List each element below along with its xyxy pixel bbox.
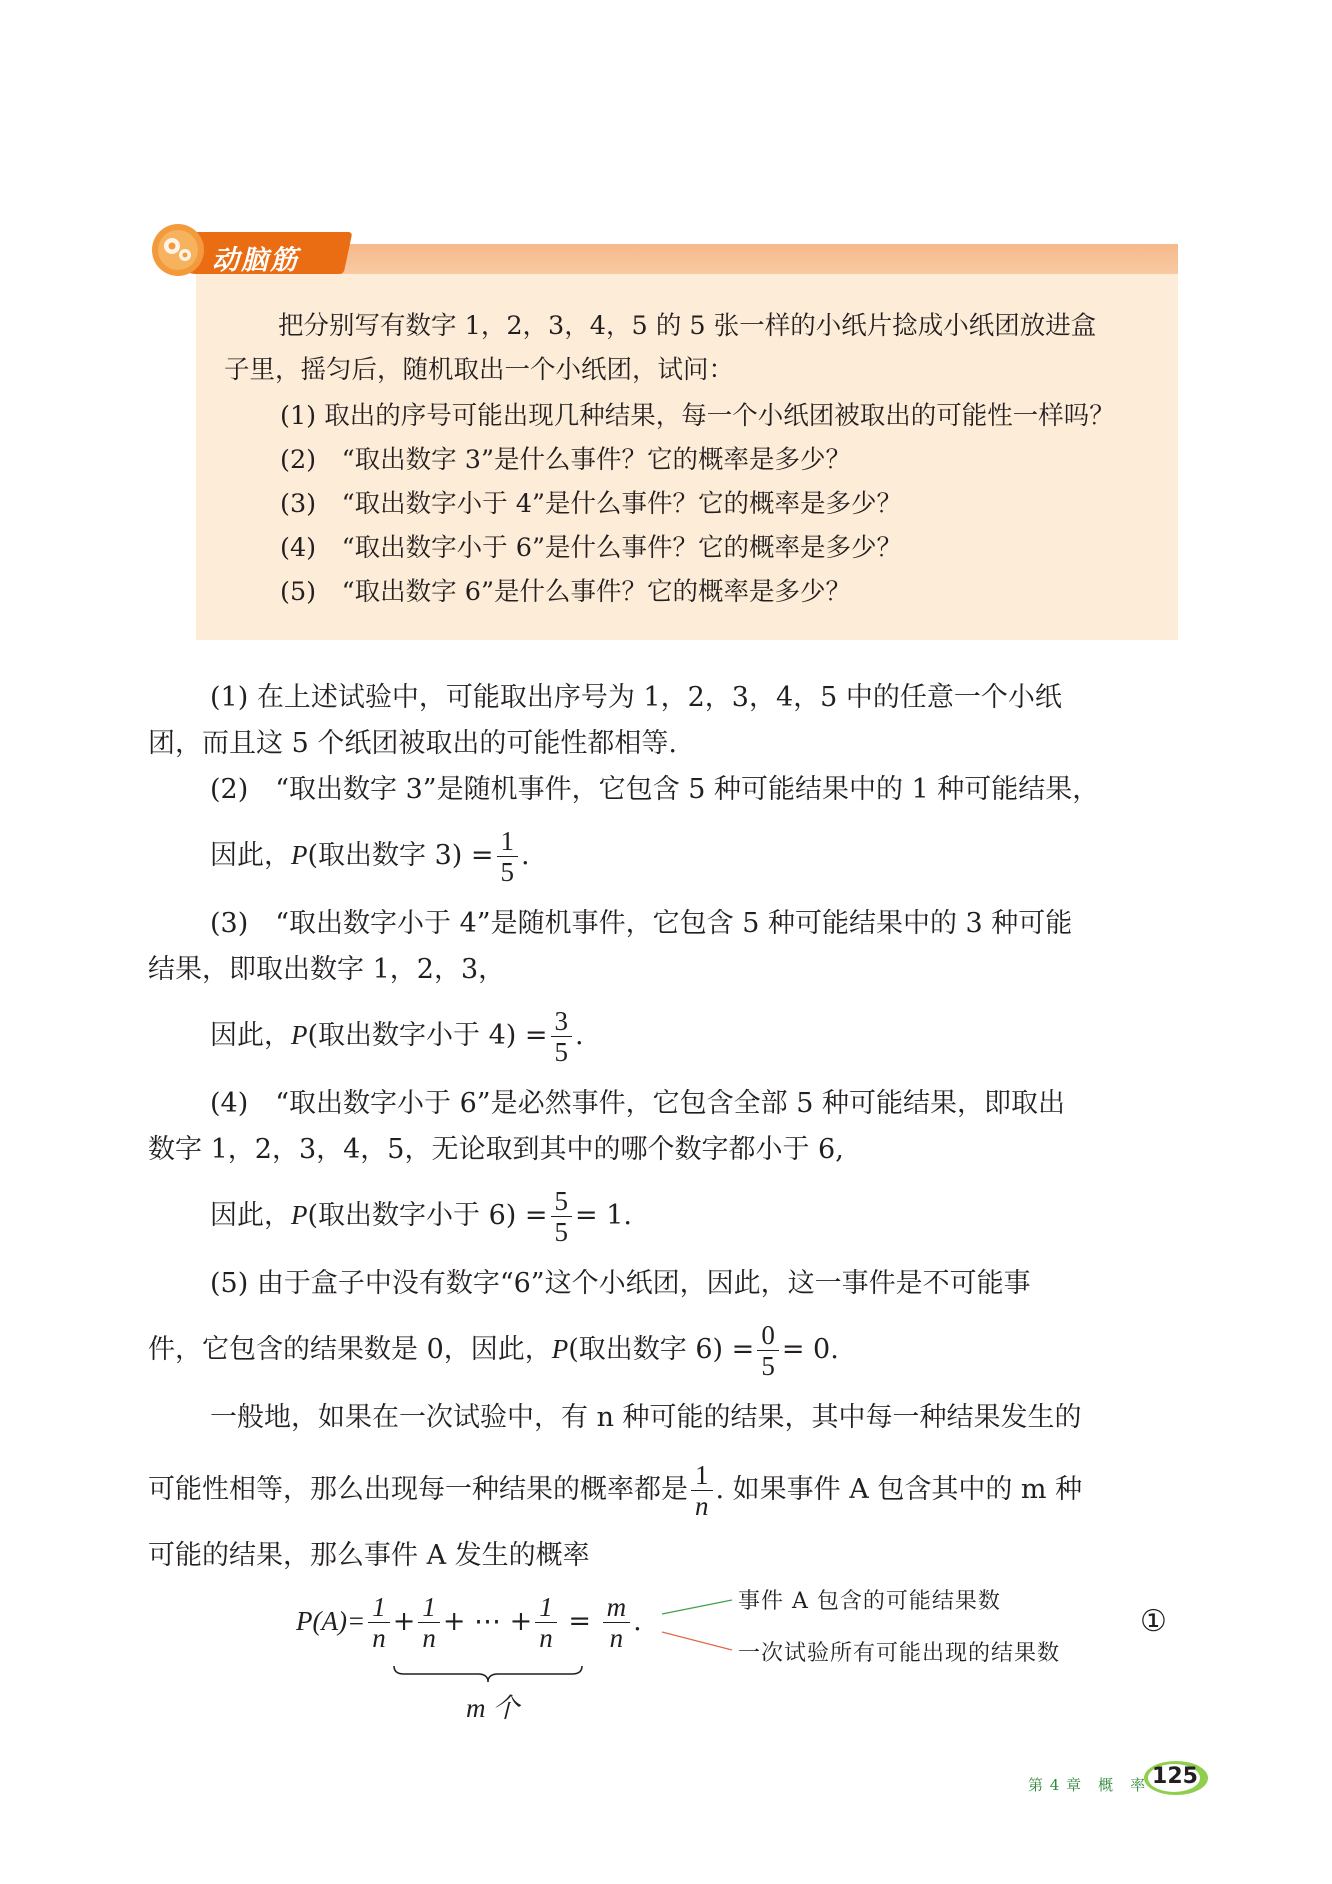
fraction: [497, 826, 519, 887]
prob-symbol: P: [291, 840, 308, 870]
brace-label: [466, 1690, 519, 1727]
formula-argument: (取出数字 3) =: [307, 840, 494, 871]
formula-prefix: 件，它包含的结果数是 0，因此，: [148, 1334, 552, 1365]
answer-3-formula: [210, 1006, 584, 1067]
general-line-3: 可能的结果，那么事件 A 发生的概率: [148, 1540, 590, 1571]
formula-argument: (取出数字小于 4) =: [307, 1020, 548, 1051]
term-numerator: 1: [368, 1592, 390, 1623]
answer-2-formula: [210, 826, 530, 887]
question-4: (4) “取出数字小于 6”是什么事件？它的概率是多少？: [280, 533, 903, 563]
term-fraction: [418, 1592, 440, 1653]
fraction-numerator: 3: [551, 1006, 573, 1037]
fraction-denominator: 5: [554, 1037, 569, 1067]
fraction-numerator: 0: [757, 1320, 779, 1351]
formula-argument: (取出数字 6) =: [568, 1334, 755, 1365]
question-3: (3) “取出数字小于 4”是什么事件？它的概率是多少？: [280, 489, 903, 519]
answer-1-line-1: (1) 在上述试验中，可能取出序号为 1，2，3，4，5 中的任意一个小纸: [210, 682, 1062, 713]
annotation-bottom: 一次试验所有可能出现的结果数: [738, 1641, 1061, 1666]
answer-2-line-1: (2) “取出数字 3”是随机事件，它包含 5 种可能结果中的 1 种可能结果，: [210, 774, 1100, 805]
answer-4-line-2: 数字 1，2，3，4，5，无论取到其中的哪个数字都小于 6,: [148, 1134, 844, 1165]
general-line-2-pre: 可能性相等，那么出现每一种结果的概率都是: [148, 1474, 688, 1505]
result-numerator: m: [603, 1592, 631, 1623]
general-line-2-post: . 如果事件 A 包含其中的 m 种: [715, 1474, 1083, 1505]
annotation-top: 事件 A 包含的可能结果数: [738, 1589, 1001, 1614]
result-fraction: [603, 1592, 631, 1653]
fraction-denominator: 5: [761, 1351, 775, 1381]
formula-prefix: 因此，: [210, 1020, 291, 1051]
formula-prefix: 因此，: [210, 1200, 291, 1231]
answer-5-line-1: (5) 由于盒子中没有数字“6”这个小纸团，因此，这一事件是不可能事: [210, 1268, 1031, 1299]
term-fraction: [535, 1592, 557, 1653]
term-denominator: n: [372, 1623, 386, 1653]
fraction-numerator: 5: [551, 1186, 573, 1217]
answer-3-line-1: (3) “取出数字小于 4”是随机事件，它包含 5 种可能结果中的 3 种可能: [210, 908, 1073, 939]
result-denominator: n: [609, 1623, 624, 1653]
answer-4-line-1: (4) “取出数字小于 6”是必然事件，它包含全部 5 种可能结果，即取出: [210, 1088, 1065, 1119]
fraction-denominator: 5: [554, 1217, 569, 1247]
answer-1-line-2: 团，而且这 5 个纸团被取出的可能性都相等.: [148, 728, 677, 759]
fraction: [691, 1460, 713, 1521]
answer-5-formula: [148, 1320, 839, 1381]
term-fraction: [368, 1592, 390, 1653]
prob-symbol: P: [291, 1200, 308, 1230]
plus-sign: +: [392, 1606, 416, 1637]
fraction: [757, 1320, 779, 1381]
page-number: 125: [1152, 1764, 1198, 1789]
ellipsis: ⋯: [474, 1606, 502, 1637]
fraction-denominator: n: [695, 1491, 709, 1521]
formula-end: = 1.: [575, 1200, 633, 1231]
think-title: 动脑筋: [212, 245, 299, 276]
formula-argument: (取出数字小于 6) =: [307, 1200, 548, 1231]
fraction-numerator: 1: [497, 826, 519, 857]
term-numerator: 1: [535, 1592, 557, 1623]
plus-sign: +: [509, 1606, 533, 1637]
formula-prefix: 因此，: [210, 840, 291, 871]
general-line-2: [148, 1460, 1082, 1521]
equals-sign: =: [568, 1606, 591, 1637]
page-number-badge: [1140, 1758, 1210, 1798]
underbrace: [392, 1664, 584, 1686]
formula-end: .: [521, 840, 530, 871]
equation-number: ①: [1140, 1604, 1167, 1639]
main-formula: [296, 1592, 642, 1653]
formula-end: .: [575, 1020, 584, 1051]
think-intro-2: 子里，摇匀后，随机取出一个小纸团，试问：: [224, 355, 735, 385]
fraction: [551, 1006, 573, 1067]
question-5: (5) “取出数字 6”是什么事件？它的概率是多少？: [280, 577, 852, 607]
term-denominator: n: [422, 1623, 436, 1653]
brace-label-text: m 个: [466, 1693, 520, 1723]
think-header: [150, 222, 1178, 278]
fraction-numerator: 1: [691, 1460, 713, 1491]
fraction-denominator: 5: [500, 857, 515, 887]
answer-4-formula: [210, 1186, 632, 1247]
gear-icon: [150, 222, 206, 278]
prob-symbol: P: [291, 1020, 308, 1050]
fraction: [551, 1186, 573, 1247]
prob-symbol: P: [551, 1334, 569, 1364]
annotation-leaders: [660, 1588, 734, 1660]
formula-end: = 0.: [781, 1334, 839, 1365]
general-line-1: 一般地，如果在一次试验中，有 n 种可能的结果，其中每一种结果发生的: [210, 1402, 1082, 1433]
think-intro-1: 把分别写有数字 1，2，3，4，5 的 5 张一样的小纸片捻成小纸团放进盒: [278, 311, 1097, 341]
formula-lhs: P(A)=: [296, 1606, 366, 1636]
term-numerator: 1: [418, 1592, 440, 1623]
answer-3-line-2: 结果，即取出数字 1，2，3，: [148, 954, 506, 985]
term-denominator: n: [539, 1623, 553, 1653]
plus-sign: +: [442, 1606, 466, 1637]
chapter-footer: 第 4 章 概 率: [1028, 1776, 1147, 1794]
formula-end: .: [633, 1606, 642, 1637]
question-2: (2) “取出数字 3”是什么事件？它的概率是多少？: [280, 445, 852, 475]
question-1: (1) 取出的序号可能出现几种结果，每一个小纸团被取出的可能性一样吗？: [280, 401, 1115, 431]
